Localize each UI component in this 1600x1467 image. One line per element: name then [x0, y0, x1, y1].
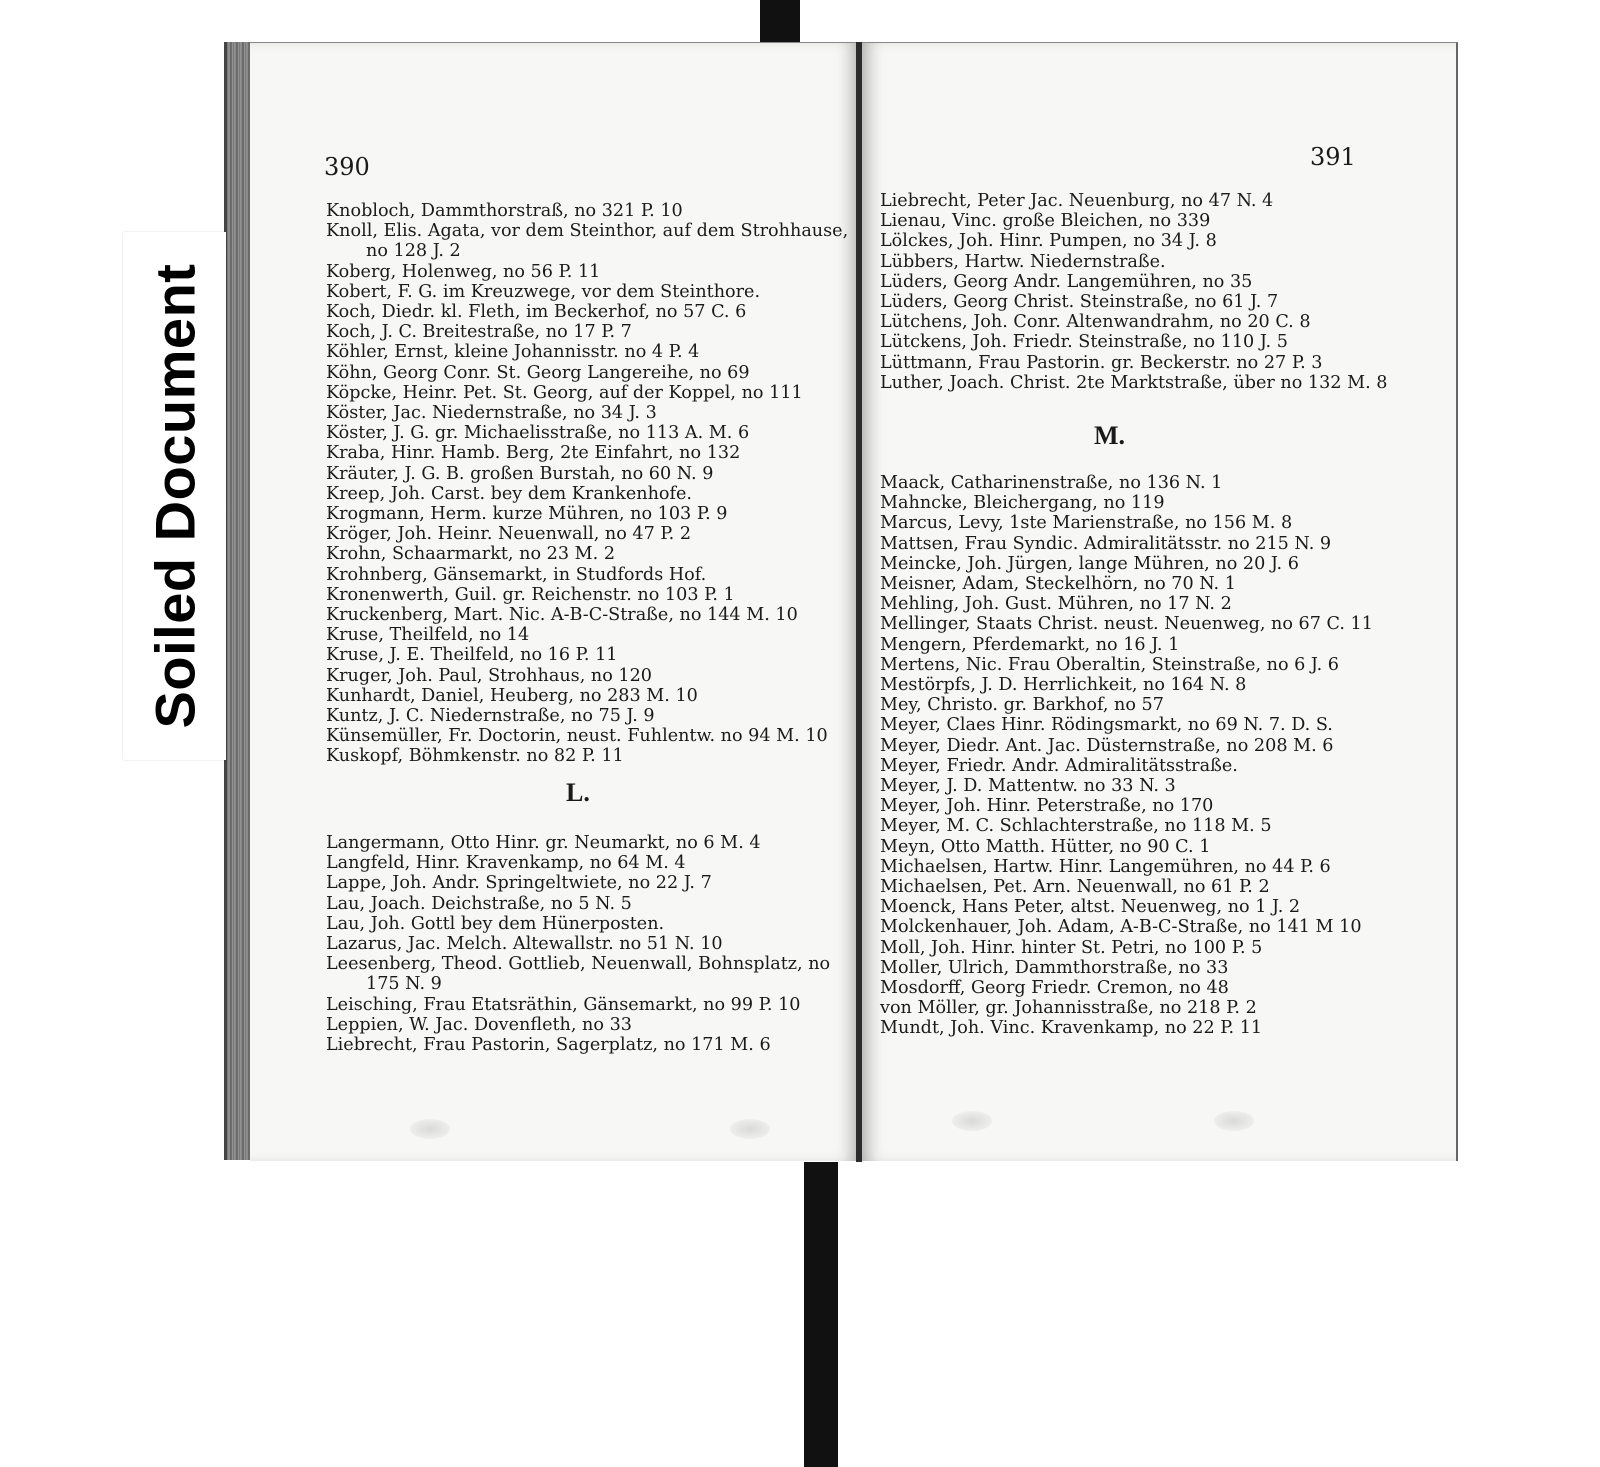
directory-entry: Mey, Christo. gr. Barkhof, no 57 [880, 695, 1164, 716]
directory-entry: Mertens, Nic. Frau Oberaltin, Steinstraße, no 6 J. 6 [880, 654, 1340, 675]
directory-entry: Kuntz, J. C. Niedernstraße, no 75 J. 9 [326, 706, 655, 727]
page-smudge [410, 1119, 450, 1139]
directory-entry: Kraba, Hinr. Hamb. Berg, 2te Einfahrt, no 132 [326, 443, 741, 464]
directory-entry: Kräuter, J. G. B. großen Burstah, no 60 N. 9 [326, 463, 714, 484]
left-page-number: 390 [324, 153, 370, 181]
directory-entry: Moller, Ulrich, Dammthorstraße, no 33 [880, 957, 1229, 978]
directory-entry: Mengern, Pferdemarkt, no 16 J. 1 [880, 634, 1180, 655]
directory-entry: Lazarus, Jac. Melch. Altewallstr. no 51 N. 10 [326, 934, 723, 955]
directory-entry: Knoll, Elis. Agata, vor dem Steinthor, auf dem Strohhause, [326, 221, 849, 242]
right-entries-m [880, 473, 1373, 1039]
directory-entry: Köhler, Ernst, kleine Johannisstr. no 4 P. 4 [326, 342, 700, 363]
directory-entry: Michaelsen, Pet. Arn. Neuenwall, no 61 P. 2 [880, 877, 1270, 898]
directory-entry: Lau, Joach. Deichstraße, no 5 N. 5 [326, 893, 632, 914]
page-smudge [730, 1119, 770, 1139]
directory-entry: Köster, Jac. Niedernstraße, no 34 J. 3 [326, 403, 657, 424]
soiled-document-label [123, 232, 226, 760]
directory-entry: Kobert, F. G. im Kreuzwege, vor dem Steinthore. [326, 281, 761, 302]
directory-entry: Meyer, Joh. Hinr. Peterstraße, no 170 [880, 796, 1214, 817]
directory-entry: Kröger, Joh. Heinr. Neuenwall, no 47 P. 2 [326, 524, 692, 545]
directory-entry: Luther, Joach. Christ. 2te Marktstraße, über no 132 M. 8 [880, 372, 1388, 393]
right-entries-l-continued [880, 191, 1387, 393]
directory-entry: Lau, Joh. Gottl bey dem Hünerposten. [326, 913, 665, 934]
section-heading-l: L. [566, 778, 590, 807]
directory-entry: von Möller, gr. Johannisstraße, no 218 P. 2 [880, 998, 1257, 1019]
directory-entry: Kronenwerth, Guil. gr. Reichenstr. no 103 P. 1 [326, 584, 735, 605]
directory-entry: Molckenhauer, Joh. Adam, A-B-C-Straße, no 141 M 10 [880, 917, 1362, 938]
directory-entry: Leppien, W. Jac. Dovenfleth, no 33 [326, 1014, 632, 1035]
directory-entry: Lüttmann, Frau Pastorin. gr. Beckerstr. no 27 P. 3 [880, 352, 1323, 373]
directory-entry: Mestörpfs, J. D. Herrlichkeit, no 164 N. 8 [880, 675, 1247, 696]
directory-entry: Lüders, Georg Christ. Steinstraße, no 61 J. 7 [880, 292, 1279, 313]
left-entries-l [326, 833, 830, 1055]
directory-entry: Kuskopf, Böhmkenstr. no 82 P. 11 [326, 746, 624, 767]
directory-entry: Kruger, Joh. Paul, Strohhaus, no 120 [326, 665, 652, 686]
directory-entry: Meincke, Joh. Jürgen, lange Mühren, no 20 J. 6 [880, 553, 1299, 574]
directory-entry: Mosdorff, Georg Friedr. Cremon, no 48 [880, 978, 1229, 999]
directory-entry: Kreep, Joh. Carst. bey dem Krankenhofe. [326, 483, 693, 504]
directory-entry: Meyer, Diedr. Ant. Jac. Düsternstraße, no 208 M. 6 [880, 735, 1334, 756]
directory-entry: Kruse, J. E. Theilfeld, no 16 P. 11 [326, 645, 618, 666]
directory-entry: Meyer, M. C. Schlachterstraße, no 118 M. 5 [880, 816, 1272, 837]
left-page [250, 42, 858, 1161]
directory-entry: Köster, J. G. gr. Michaelisstraße, no 113 A. M. 6 [326, 423, 750, 444]
directory-entry: Langermann, Otto Hinr. gr. Neumarkt, no 6 M. 4 [326, 833, 761, 853]
directory-entry: Lüders, Georg Andr. Langemühren, no 35 [880, 271, 1253, 292]
directory-entry: Marcus, Levy, 1ste Marienstraße, no 156 M. 8 [880, 513, 1293, 534]
directory-entry: Leesenberg, Theod. Gottlieb, Neuenwall, Bohnsplatz, no [326, 954, 831, 975]
directory-entry: 175 N. 9 [366, 974, 442, 995]
left-entries-k [326, 201, 848, 767]
directory-entry: Knobloch, Dammthorstraß, no 321 P. 10 [326, 201, 683, 221]
directory-entry: Koberg, Holenweg, no 56 P. 11 [326, 261, 601, 282]
directory-entry: Lienau, Vinc. große Bleichen, no 339 [880, 211, 1211, 232]
directory-entry: Köpcke, Heinr. Pet. St. Georg, auf der Koppel, no 111 [326, 382, 803, 403]
directory-entry: Krogmann, Herm. kurze Mühren, no 103 P. 9 [326, 504, 728, 525]
directory-entry: Moll, Joh. Hinr. hinter St. Petri, no 100 P. 5 [880, 937, 1263, 958]
directory-entry: Maack, Catharinenstraße, no 136 N. 1 [880, 473, 1223, 493]
directory-entry: Meyer, Claes Hinr. Rödingsmarkt, no 69 N. 7. D. S. [880, 715, 1333, 736]
directory-entry: Lölckes, Joh. Hinr. Pumpen, no 34 J. 8 [880, 231, 1217, 252]
directory-entry: Krohnberg, Gänsemarkt, in Studfords Hof. [326, 564, 707, 585]
directory-entry: Krohn, Schaarmarkt, no 23 M. 2 [326, 544, 616, 565]
directory-entry: Lütckens, Joh. Friedr. Steinstraße, no 110 J. 5 [880, 332, 1288, 353]
directory-entry: Köhn, Georg Conr. St. Georg Langereihe, no 69 [326, 362, 750, 383]
right-page [862, 42, 1458, 1161]
section-heading-m: M. [1094, 421, 1126, 450]
directory-entry: Lütchens, Joh. Conr. Altenwandrahm, no 20 C. 8 [880, 312, 1311, 333]
binding-strap-bottom [804, 1162, 838, 1467]
page-smudge [1214, 1111, 1254, 1131]
directory-entry: Kunhardt, Daniel, Heuberg, no 283 M. 10 [326, 685, 698, 706]
directory-entry: Mellinger, Staats Christ. neust. Neuenweg, no 67 C. 11 [880, 614, 1373, 635]
directory-entry: Liebrecht, Peter Jac. Neuenburg, no 47 N. 4 [880, 191, 1274, 211]
directory-entry: Mundt, Joh. Vinc. Kravenkamp, no 22 P. 11 [880, 1018, 1263, 1039]
directory-entry: no 128 J. 2 [366, 241, 461, 262]
directory-entry: Moenck, Hans Peter, altst. Neuenweg, no 1 J. 2 [880, 897, 1301, 918]
directory-entry: Kruse, Theilfeld, no 14 [326, 625, 530, 646]
directory-entry: Meisner, Adam, Steckelhörn, no 70 N. 1 [880, 574, 1236, 595]
directory-entry: Meyer, J. D. Mattentw. no 33 N. 3 [880, 776, 1176, 797]
directory-entry: Lappe, Joh. Andr. Springeltwiete, no 22 J. 7 [326, 873, 712, 894]
directory-entry: Mattsen, Frau Syndic. Admiralitätsstr. no 215 N. 9 [880, 533, 1332, 554]
directory-entry: Kruckenberg, Mart. Nic. A-B-C-Straße, no 144 M. 10 [326, 605, 798, 626]
directory-entry: Lübbers, Hartw. Niedernstraße. [880, 251, 1166, 272]
directory-entry: Koch, Diedr. kl. Fleth, im Beckerhof, no 57 C. 6 [326, 302, 747, 323]
page-smudge [952, 1111, 992, 1131]
directory-entry: Künsemüller, Fr. Doctorin, neust. Fuhlentw. no 94 M. 10 [326, 726, 828, 747]
directory-entry: Mahncke, Bleichergang, no 119 [880, 493, 1165, 514]
directory-entry: Liebrecht, Frau Pastorin, Sagerplatz, no 171 M. 6 [326, 1035, 771, 1056]
directory-entry: Koch, J. C. Breitestraße, no 17 P. 7 [326, 322, 632, 343]
directory-entry: Mehling, Joh. Gust. Mühren, no 17 N. 2 [880, 594, 1232, 615]
right-page-number: 391 [1310, 143, 1356, 171]
directory-entry: Meyn, Otto Matth. Hütter, no 90 C. 1 [880, 836, 1211, 857]
directory-entry: Michaelsen, Hartw. Hinr. Langemühren, no 44 P. 6 [880, 856, 1331, 877]
label-text: Soiled Document [143, 263, 206, 729]
directory-entry: Meyer, Friedr. Andr. Admiralitätsstraße. [880, 755, 1238, 776]
directory-entry: Langfeld, Hinr. Kravenkamp, no 64 M. 4 [326, 853, 686, 874]
directory-entry: Leisching, Frau Etatsräthin, Gänsemarkt, no 99 P. 10 [326, 994, 801, 1015]
binding-strap-top [760, 0, 800, 48]
